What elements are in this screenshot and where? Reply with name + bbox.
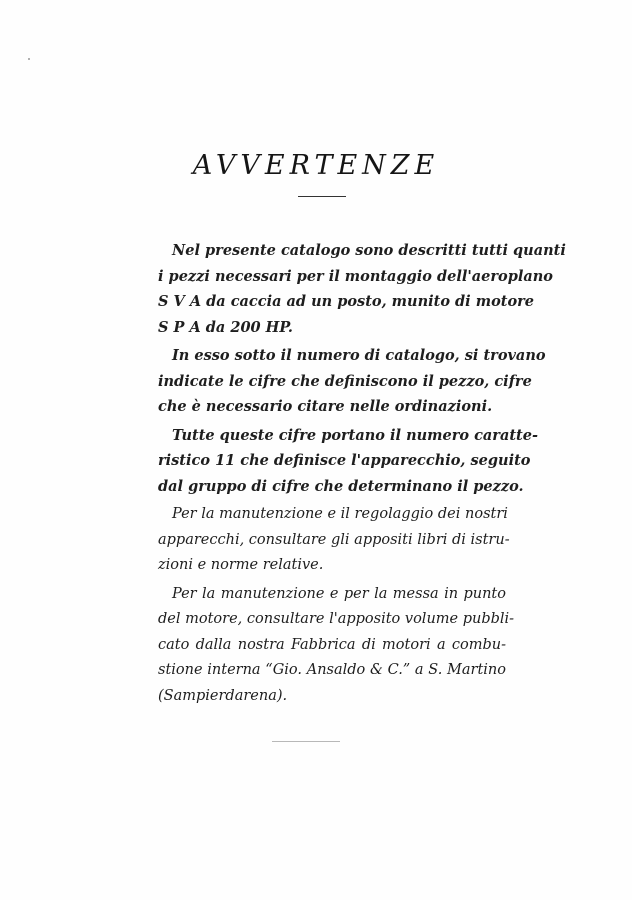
page-title: AVVERTENZE [192,150,440,181]
text-line: ristico 11 che definisce l'apparecchio, seguito [158,452,531,469]
notice-text [158,238,566,709]
text-line: S P A da 200 HP. [158,318,293,336]
paragraph-catalogo [158,238,566,340]
title-underline [298,196,346,197]
paper-speck [28,58,30,60]
text-line: Nel presente catalogo sono descritti tutti quanti [172,242,566,259]
text-line: del motore, consultare l'apposito volume pubbli- [158,611,515,627]
paragraph-cifre [158,423,538,500]
text-line: che è necessario citare nelle ordinazioni. [158,398,493,415]
paragraph-numero-catalogo [158,343,546,420]
text-line: stione interna “Gio. Ansaldo & C.” a S. Martino [158,662,506,678]
text-line: apparecchi, consultare gli appositi libri di istru- [158,531,510,548]
text-line: indicate le cifre che definiscono il pezzo, cifre [158,372,532,390]
text-line: Tutte queste cifre portano il numero caratte- [172,426,538,444]
text-line: i pezzi necessari per il montaggio dell'aeroplano [158,267,553,285]
closing-rule [272,741,340,742]
text-line: S V A da caccia ad un posto, munito di motore [158,293,534,310]
paragraph-manutenzione-motore [158,582,515,710]
paragraph-manutenzione-apparecchi [158,502,510,579]
text-line: In esso sotto il numero di catalogo, si trovano [172,347,546,364]
text-line: cato dalla nostra Fabbrica di motori a combu- [158,636,506,653]
text-line: dal gruppo di cifre che determinano il pezzo. [158,477,524,495]
text-line: zioni e norme relative. [158,557,324,573]
text-line: (Sampierdarena). [158,687,288,704]
text-line: Per la manutenzione e il regolaggio dei nostri [172,506,508,522]
text-line: Per la manutenzione e per la messa in punto [172,585,506,602]
